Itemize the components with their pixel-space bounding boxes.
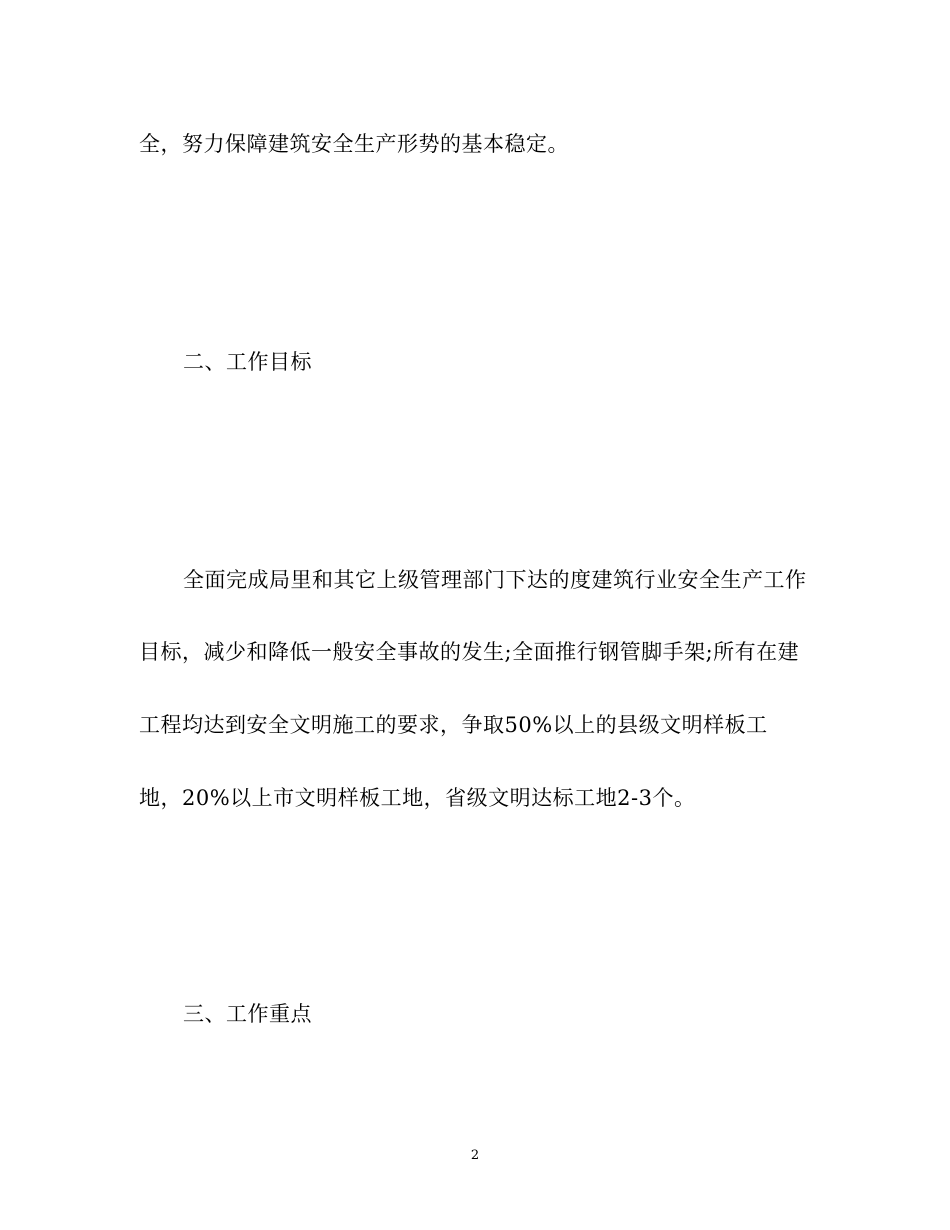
paragraph-line: 全面完成局里和其它上级管理部门下达的度建筑行业安全生产工作 [183,568,807,592]
paragraph-continuation-line: 全，努力保障建筑安全生产形势的基本稳定。 [139,132,569,156]
paragraph-line: 工程均达到安全文明施工的要求，争取50%以上的县级文明样板工 [139,713,768,737]
paragraph-line: 目标，减少和降低一般安全事故的发生;全面推行钢管脚手架;所有在建 [139,640,800,664]
section-heading-work-goals: 二、工作目标 [183,350,312,374]
paragraph-line: 地，20%以上市文明样板工地，省级文明达标工地2-3个。 [139,786,696,810]
section-heading-work-focus: 三、工作重点 [183,1002,312,1026]
page-number: 2 [470,1148,480,1163]
